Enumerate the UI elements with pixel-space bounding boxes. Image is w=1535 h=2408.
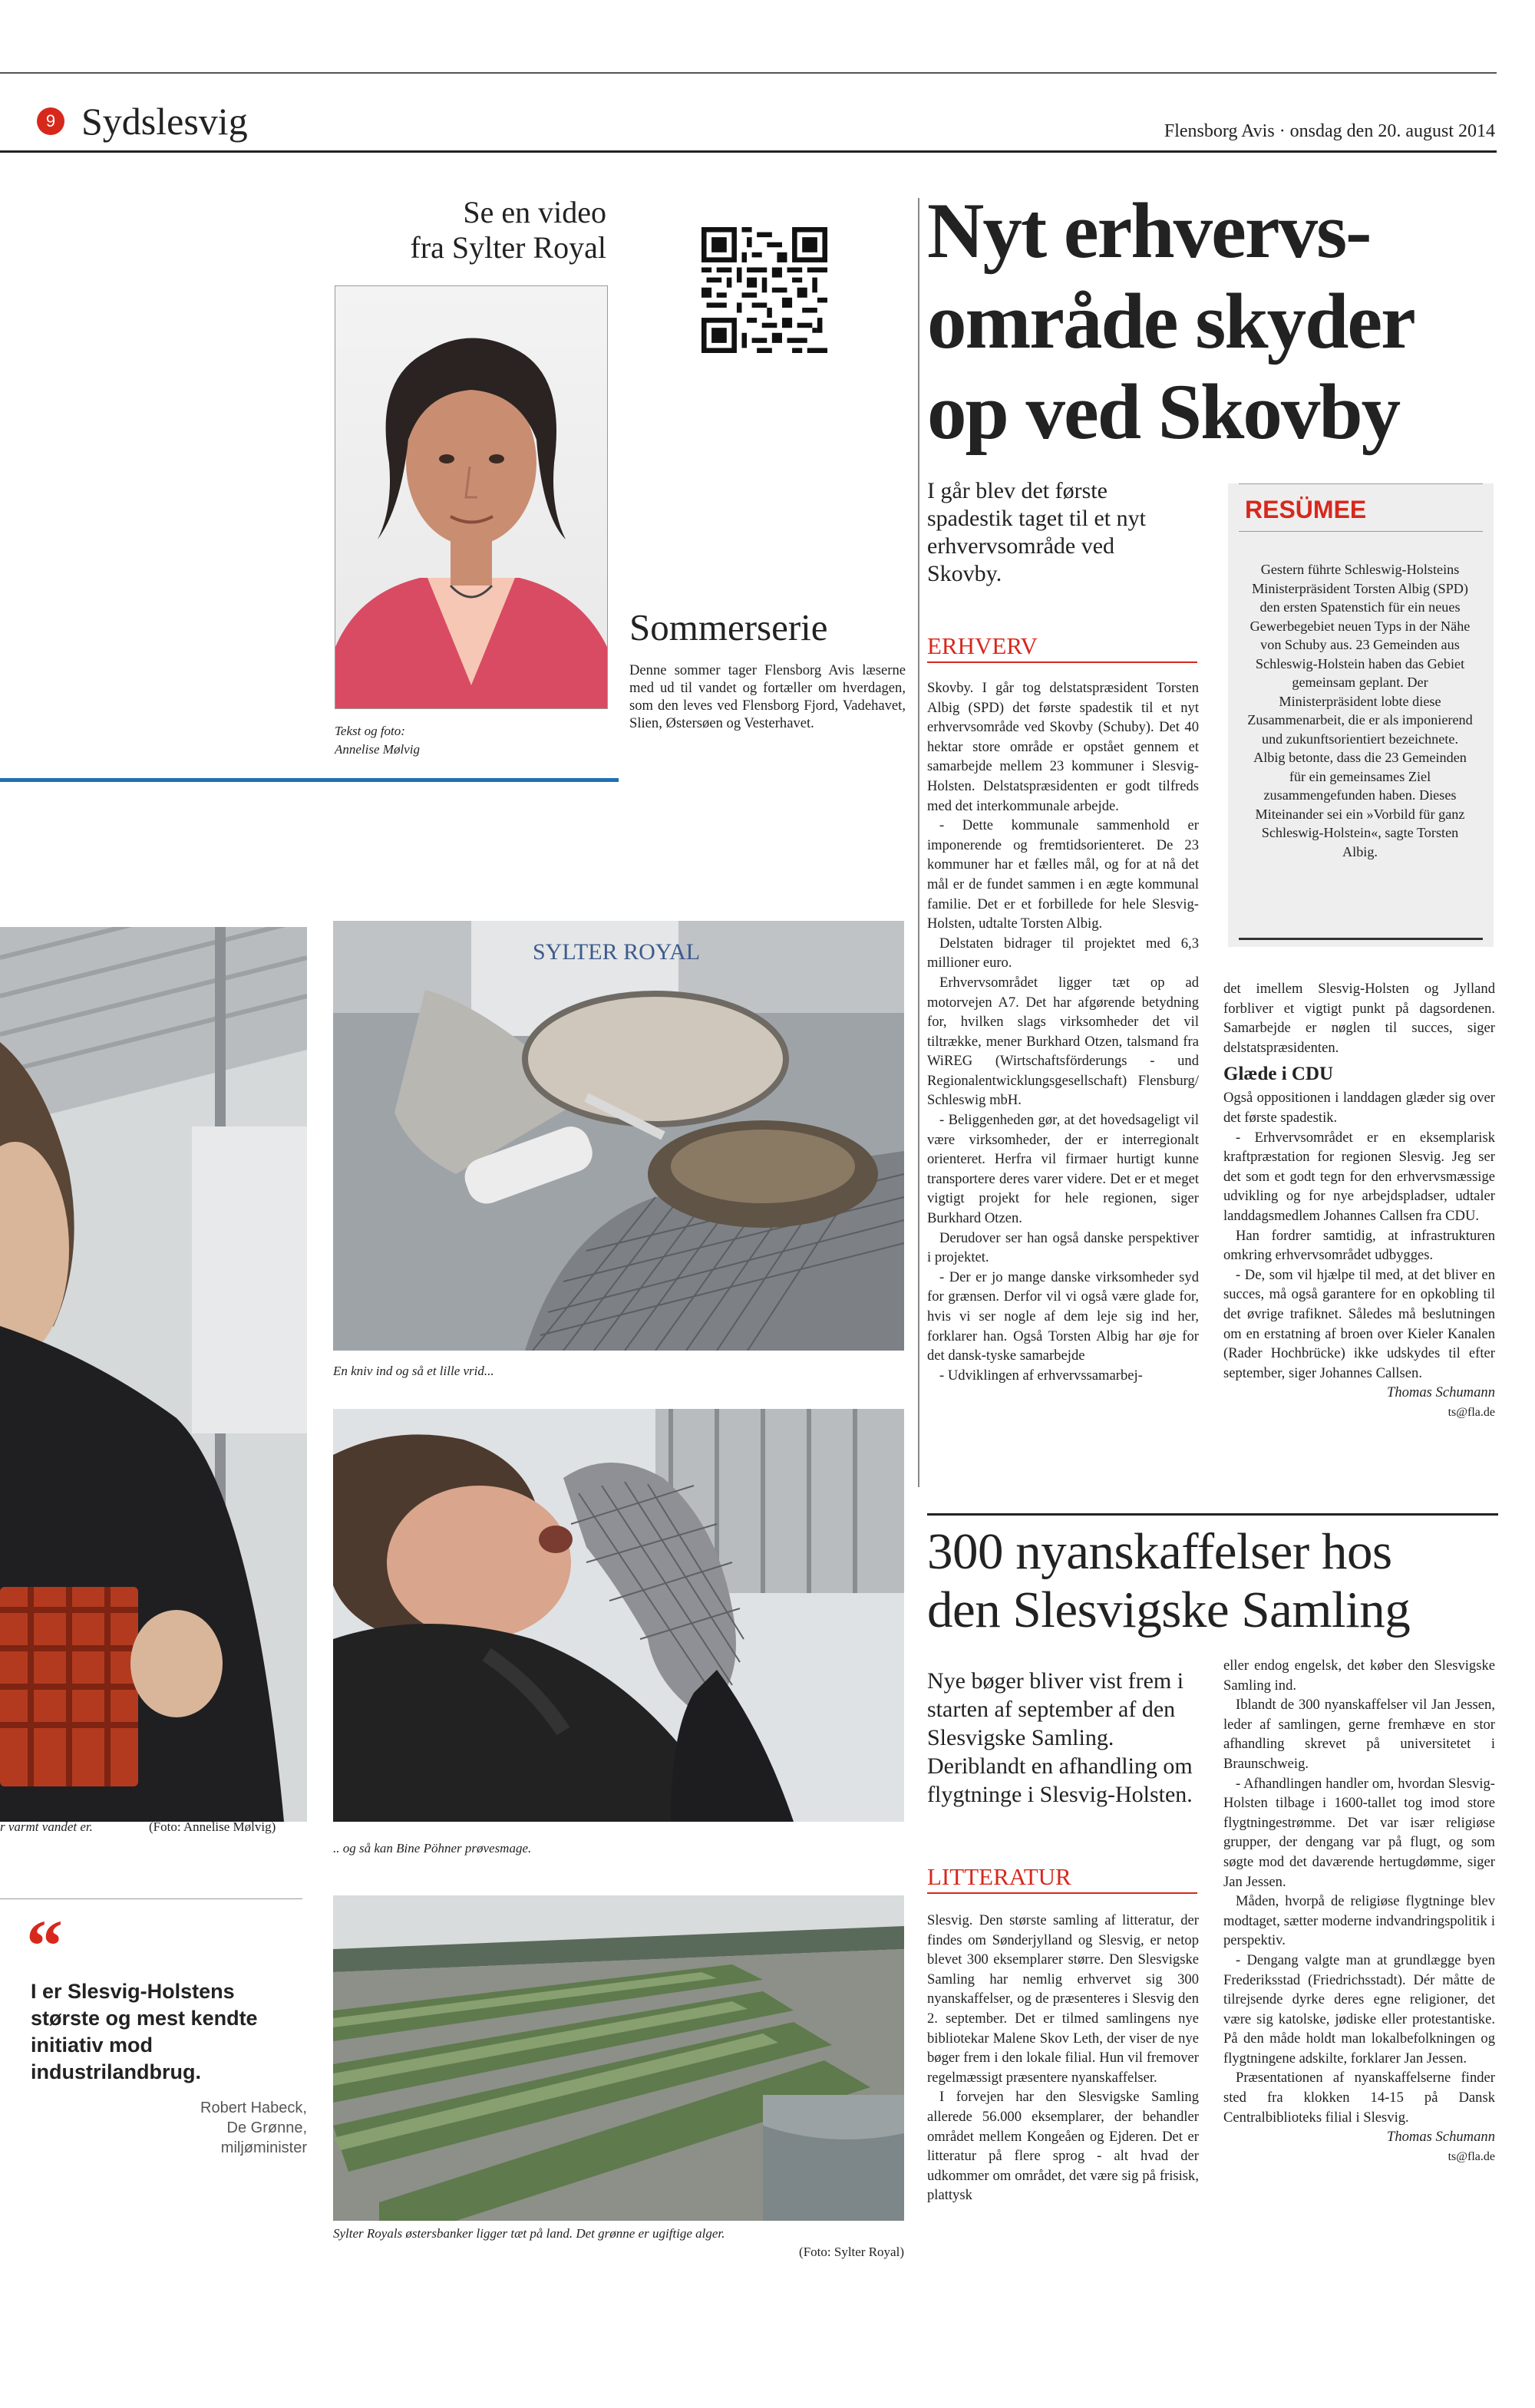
article1-col1-p6: - Der er jo mange danske virksomheder syd for grænsen. Derfor vil vi også være glade for, hvis vi ser nogle af dem leje sig ind her, forklarer han. Også Torsten Albig har øje for det dansk-tyske samarbejde (927, 1268, 1199, 1364)
oyster-knife-illustration (333, 921, 904, 1351)
portrait-credit-line2: Annelise Mølvig (335, 742, 420, 757)
article2-col1 (927, 1911, 1199, 2205)
page-number: 9 (45, 111, 56, 130)
resumee-bottom-rule (1239, 938, 1483, 940)
article1-col1-p4: - Beliggenheden gør, at det hovedsageligt vil være virksomheder, der er interregionalt orienteret. Herfra vil firmaer hurtigt kunne transportere deres varer videre. Det er et meget vigtigt projekt for hele regionen, siger Burkhard Otzen. (927, 1112, 1199, 1227)
article1-col1-p5: Derudover ser han også danske perspektiver i projektet. (927, 1229, 1199, 1266)
banks-caption: Sylter Royals østersbanker ligger tæt på land. Det grønne er ugiftige alger. (333, 2226, 725, 2241)
article2-author: Thomas Schumann (1386, 2129, 1495, 2146)
article1-col2b-p2: Han fordrer samtidig, at infrastrukturen omkring erhvervsområdet udbygges. (1223, 1227, 1495, 1264)
article1-col2b-p1: - Erhvervsområdet er en eksemplarisk kraftpræstation for regionen Slesvig. Jeg ser det som et godt tegn for den erhvervsmæssige udvikling og for nye arbejdspladser, udtaler landdagsmedlem Johannes Callsen fra CDU. (1223, 1129, 1495, 1224)
article1-col1 (927, 678, 1199, 1385)
series-title: Sommerserie (629, 606, 828, 648)
article1-col1-p2: Delstaten bidrager til projektet med 6,3 millioner euro. (927, 935, 1199, 971)
knife-caption: En kniv ind og så et lille vrid... (333, 1364, 494, 1378)
article1-headline-line2: område skyder (927, 278, 1415, 365)
article2-col2-p0: eller endog engelsk, det køber den Slesvigske Samling ind. (1223, 1658, 1495, 1694)
article2-lead: Nye bøger bliver vist frem i starten af september af den Slesvigske Samling. Deriblandt en afhandling om flygtninge i Slesvig-Holsten. (927, 1668, 1193, 1807)
resumee-title-rule (1239, 531, 1483, 532)
top-rule (0, 72, 1497, 74)
tasting-caption: .. og så kan Bine Pöhner prøvesmage. (333, 1841, 532, 1855)
article1-col2b-p3: - De, som vil hjælpe til med, at det bliver en succes, må også garantere for en opkobling til det øvrige trafiknet. Således må beslutningen om en erstatning af broen over Kieler Kanalen (Rader Hochbrücke) ikke udskydes til efter september, siger Johannes Callsen. (1223, 1266, 1495, 1381)
article1-col2-p0: det imellem Slesvig-Holsten og Jylland forbliver et vigtigt punkt på dagsordenen. Samarbejde er nøglen til succes, siger delstatspræsidenten. (1223, 981, 1495, 1056)
article2-col2-p5: Præsentationen af nyanskaffelserne finder sted fra klokken 14-15 på Dansk Centralbiblioteks filial i Slesvig. (1223, 2070, 1495, 2126)
resumee-text: Gestern führte Schleswig-Holsteins Ministerpräsident Torsten Albig (SPD) den ersten Spatenstich für ein neues Gewerbegebiet neuen Typs in der Nähe von Schuby aus. 23 Gemeinden aus Schleswig-Holstein haben das Gebiet gemeinsam geplant. Der Ministerpräsident lobte diese Zusammenarbeit, die er als imponierend und zukunftsorientiert bezeichnete. Albig betonte, dass die 23 Gemeinden für ein gemeinsames Ziel zusammengefunden haben. Dieses Miteinander sei ein »Vorbild für ganz Schleswig-Holstein«, sagte Torsten Albig. (1247, 562, 1473, 859)
quote-author-role: miljøminister (220, 2139, 307, 2156)
quote-mark-icon: “ (26, 1905, 63, 1987)
article1-col1-p1: - Dette kommunale sammenhold er imponerende og fremtidsorienteret. De 23 kommuner har et fælles mål, og for at nå det mål er de fundet sammen i en ægte kommunal familie. Det er et forbillede for hele Slesvig-Holsten, udtalte Torsten Albig. (927, 817, 1199, 932)
article2-email[interactable]: ts@fla.de (1448, 2149, 1495, 2163)
column-divider (918, 198, 919, 1487)
video-promo-line2: fra Sylter Royal (410, 230, 606, 265)
article1-col2 (1223, 979, 1495, 1422)
portrait-credit-line1: Tekst og foto: (335, 724, 405, 738)
oyster-crate-photo (0, 927, 307, 1822)
article1-section-tag: ERHVERV (927, 632, 1197, 663)
article-divider (927, 1513, 1498, 1516)
article1-col1-p3: Erhvervsområdet ligger tæt op ad motorvejen A7. Det har afgørende betydning for, hvilken slags virksomheder det vil tiltrække, mener Burkhard Otzen, talsmand fra WiREG (Wirtschaftsförderungs - und Regionalentwicklungsgesellschaft) Flensburg/ Schleswig mbH. (927, 974, 1199, 1109)
oyster-tasting-illustration (333, 1409, 904, 1822)
article2-col2-p4: - Dengang valgte man at grundlægge byen Frederiksstad (Friedrichsstadt). Dér måtte de tilrejsende dyrke deres egne religioner, det være sig katolske, jødiske eller protestantiske. På den måde holdt man lokalbefolkningen og flygtningene adskilte, forklarer Jan Jessen. (1223, 1951, 1495, 2067)
quote-text: I er Slesvig-Holstens største og mest kendte initiativ mod industrilandbrug. (31, 1980, 258, 2083)
section-title: Sydslesvig (81, 100, 248, 143)
article1-subhead: Glæde i CDU (1223, 1064, 1334, 1085)
page-number-badge (37, 107, 64, 135)
portrait-photo (335, 285, 608, 709)
article1-lead: I går blev det første spadestik taget til et nyt erhvervsområde ved Skovby. (927, 478, 1146, 586)
article2-col1-p1: I forvejen har den Slesvigske Samling allerede 56.000 eksemplarer, der behandler området mellem Kongeåen og Ejderen. Det er litteratur på flere sprog - alt hvad der udkommer om området, det være sig på frisisk, plattysk (927, 2089, 1199, 2204)
article2-headline-line2: den Slesvigske Samling (927, 1582, 1411, 1638)
resumee-top-rule (1239, 483, 1483, 484)
article1-headline-line3: op ved Skovby (927, 368, 1400, 456)
oyster-tasting-photo (333, 1409, 904, 1822)
series-blue-rule (0, 778, 619, 782)
article1-col1-p7: - Udviklingen af erhvervssamarbej- (939, 1367, 1143, 1384)
oyster-crate-illustration (0, 927, 307, 1822)
quote-author-party: De Grønne, (226, 2119, 307, 2136)
series-text: Denne sommer tager Flensborg Avis læserne med ud til vandet og fortæller om hverdagen, som den leves ved Flensborg Fjord, Vadehavet, Slien, Østersøen og Vesterhavet. (629, 662, 906, 731)
article1-col1-p0: Skovby. I går tog delstatspræsident Torsten Albig (SPD) det første spadestik til et nyt erhvervsområde ved Skovby (Schuby). Det 40 hektar store område er opstået gennem et samarbejde mellem 23 kommuner i Slesvig-Holsten. Delstatspræsidenten er godt tilfreds med det interkommunale arbejde. (927, 680, 1199, 814)
quote-author-name: Robert Habeck, (200, 2100, 307, 2116)
video-promo-line1: Se en video (463, 195, 606, 229)
article2-headline-line1: 300 nyanskaffelser hos (927, 1523, 1392, 1580)
article2-col2-p3: Måden, hvorpå de religiøse flygtninge blev modtaget, sætter moderne indvandringspolitik i perspektiv. (1223, 1893, 1495, 1949)
article2-col1-p0: Slesvig. Den største samling af litteratur, der findes om Sønderjylland og Slesvig, er netop blevet 300 eksemplarer større. Den Slesvigske Samling har nemlig erhvervet sig 300 nyanskaffelser, og de præsenteres i Slesvig den 2. september. Det er tilmed samlingens nye bibliotekar Malene Skov Leth, der viser de nye bøger frem i den lokale filial. Hun vil fremover regelmæssigt præsentere nyanskaffelser. (927, 1912, 1199, 2086)
article1-author: Thomas Schumann (1386, 1384, 1495, 1401)
resumee-box (1228, 483, 1494, 947)
quote-top-rule (0, 1898, 302, 1899)
dateline: Flensborg Avis · onsdag den 20. august 2014 (1164, 121, 1495, 141)
banks-credit: (Foto: Sylter Royal) (799, 2245, 904, 2259)
qr-code-icon[interactable] (701, 227, 827, 353)
article2-col2 (1223, 1656, 1495, 2166)
article2-col2-p1: Iblandt de 300 nyanskaffelser vil Jan Jessen, leder af samlingen, gerne fremhæve en stor afhandling skrevet på universitetet i Braunschweig. (1223, 1697, 1495, 1772)
oyster-banks-illustration (333, 1895, 904, 2221)
article2-section-tag: LITTERATUR (927, 1863, 1197, 1894)
oyster-knife-photo (333, 921, 904, 1351)
article1-col2b-p0: Også oppositionen i landdagen glæder sig over det første spadestik. (1223, 1090, 1495, 1126)
left-photo-credit: (Foto: Annelise Mølvig) (149, 1819, 276, 1834)
article2-col2-p2: - Afhandlingen handler om, hvordan Slesvig-Holsten tilbage i 1600-tallet tog imod store flygtningestrømme. Det var især religiøse grupper, der dengang var på flugt, og som søgte mod det daværende hertugdømme, siger Jan Jessen. (1223, 1775, 1495, 1890)
article1-email[interactable]: ts@fla.de (1448, 1405, 1495, 1419)
header-rule (0, 150, 1497, 153)
portrait-illustration (335, 286, 607, 708)
left-photo-caption: r varmt vandet er. (0, 1819, 93, 1834)
resumee-title: RESÜMEE (1245, 496, 1367, 523)
oyster-banks-photo (333, 1895, 904, 2221)
sign-text: SYLTER ROYAL (533, 939, 701, 965)
article1-headline-line1: Nyt erhvervs- (927, 187, 1371, 275)
